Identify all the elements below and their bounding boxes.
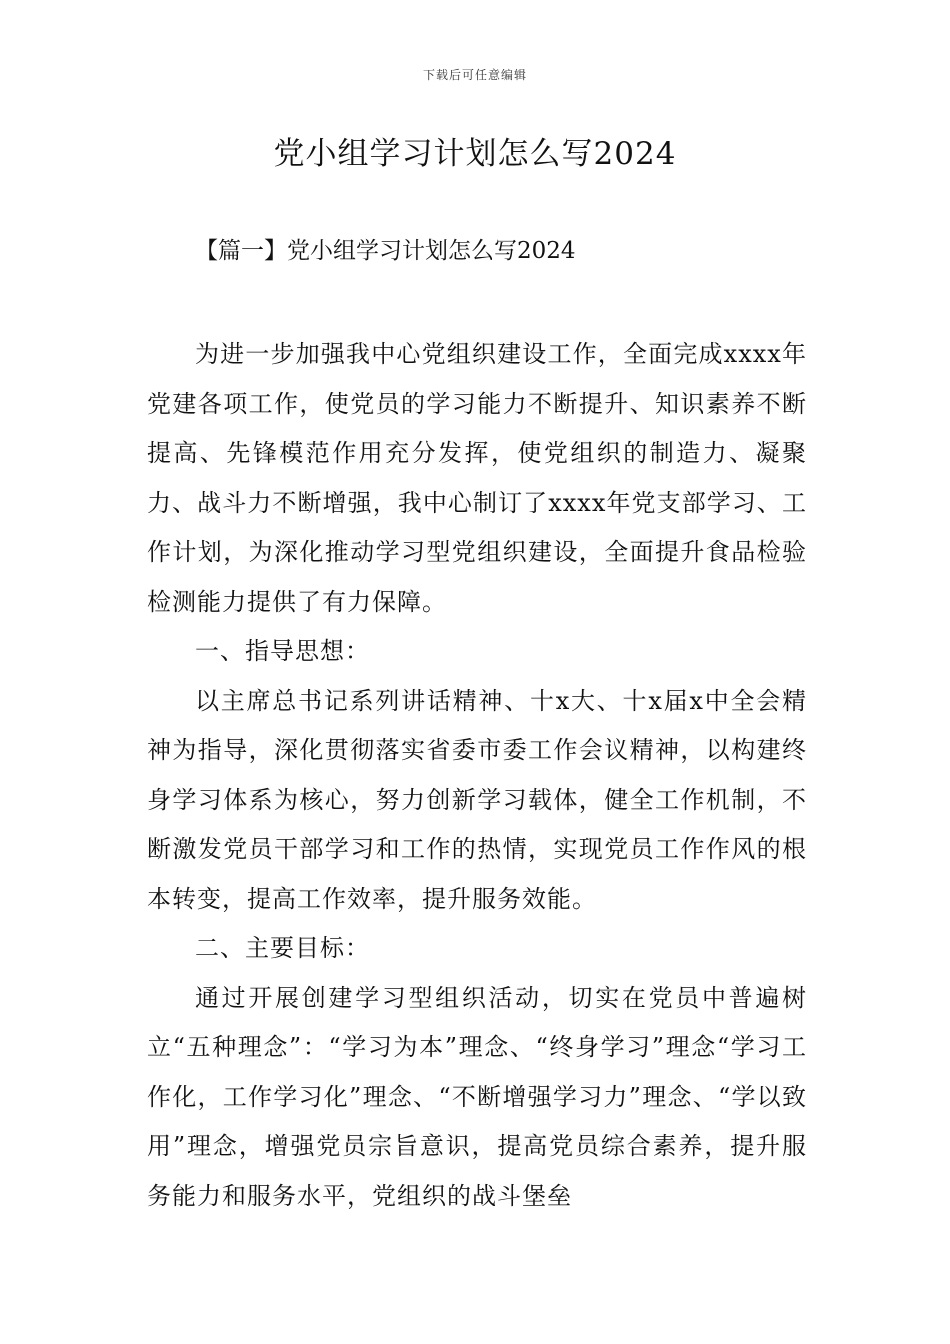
paragraph-main-goals: 通过开展创建学习型组织活动，切实在党员中普遍树立“五种理念”：“学习为本”理念、“终身学习”理念“学习工作化，工作学习化”理念、“不断增强学习力”理念、“学以致用”理念，增强党员宗旨意识，提高党员综合素养，提升服务能力和服务水平，党组织的战斗堡垒 (147, 983, 807, 1210)
heading-main-goals: 二、主要目标： (195, 934, 370, 962)
paragraph-intro: 为进一步加强我中心党组织建设工作，全面完成xxxx年党建各项工作，使党员的学习能力不断提升、知识素养不断提高、先锋模范作用充分发挥，使党组织的制造力、凝聚力、战斗力不断增强，我中心制订了xxxx年党支部学习、工作计划，为深化推动学习型党组织建设，全面提升食品检验检测能力提供了有力保障。 (147, 340, 807, 616)
paragraph-guiding-thought: 以主席总书记系列讲话精神、十x大、十x届x中全会精神为指导，深化贯彻落实省委市委工作会议精神，以构建终身学习体系为核心，努力创新学习载体，健全工作机制，不断激发党员干部学习和工作的热情，实现党员工作作风的根本转变，提高工作效率，提升服务效能。 (147, 686, 807, 913)
document-title: 党小组学习计划怎么写2024 (273, 136, 677, 172)
section-heading: 【篇一】党小组学习计划怎么写2024 (195, 238, 576, 264)
header-note: 下载后可任意编辑 (422, 68, 527, 82)
heading-guiding-thought: 一、指导思想： (195, 637, 370, 665)
document-body (147, 330, 807, 1221)
